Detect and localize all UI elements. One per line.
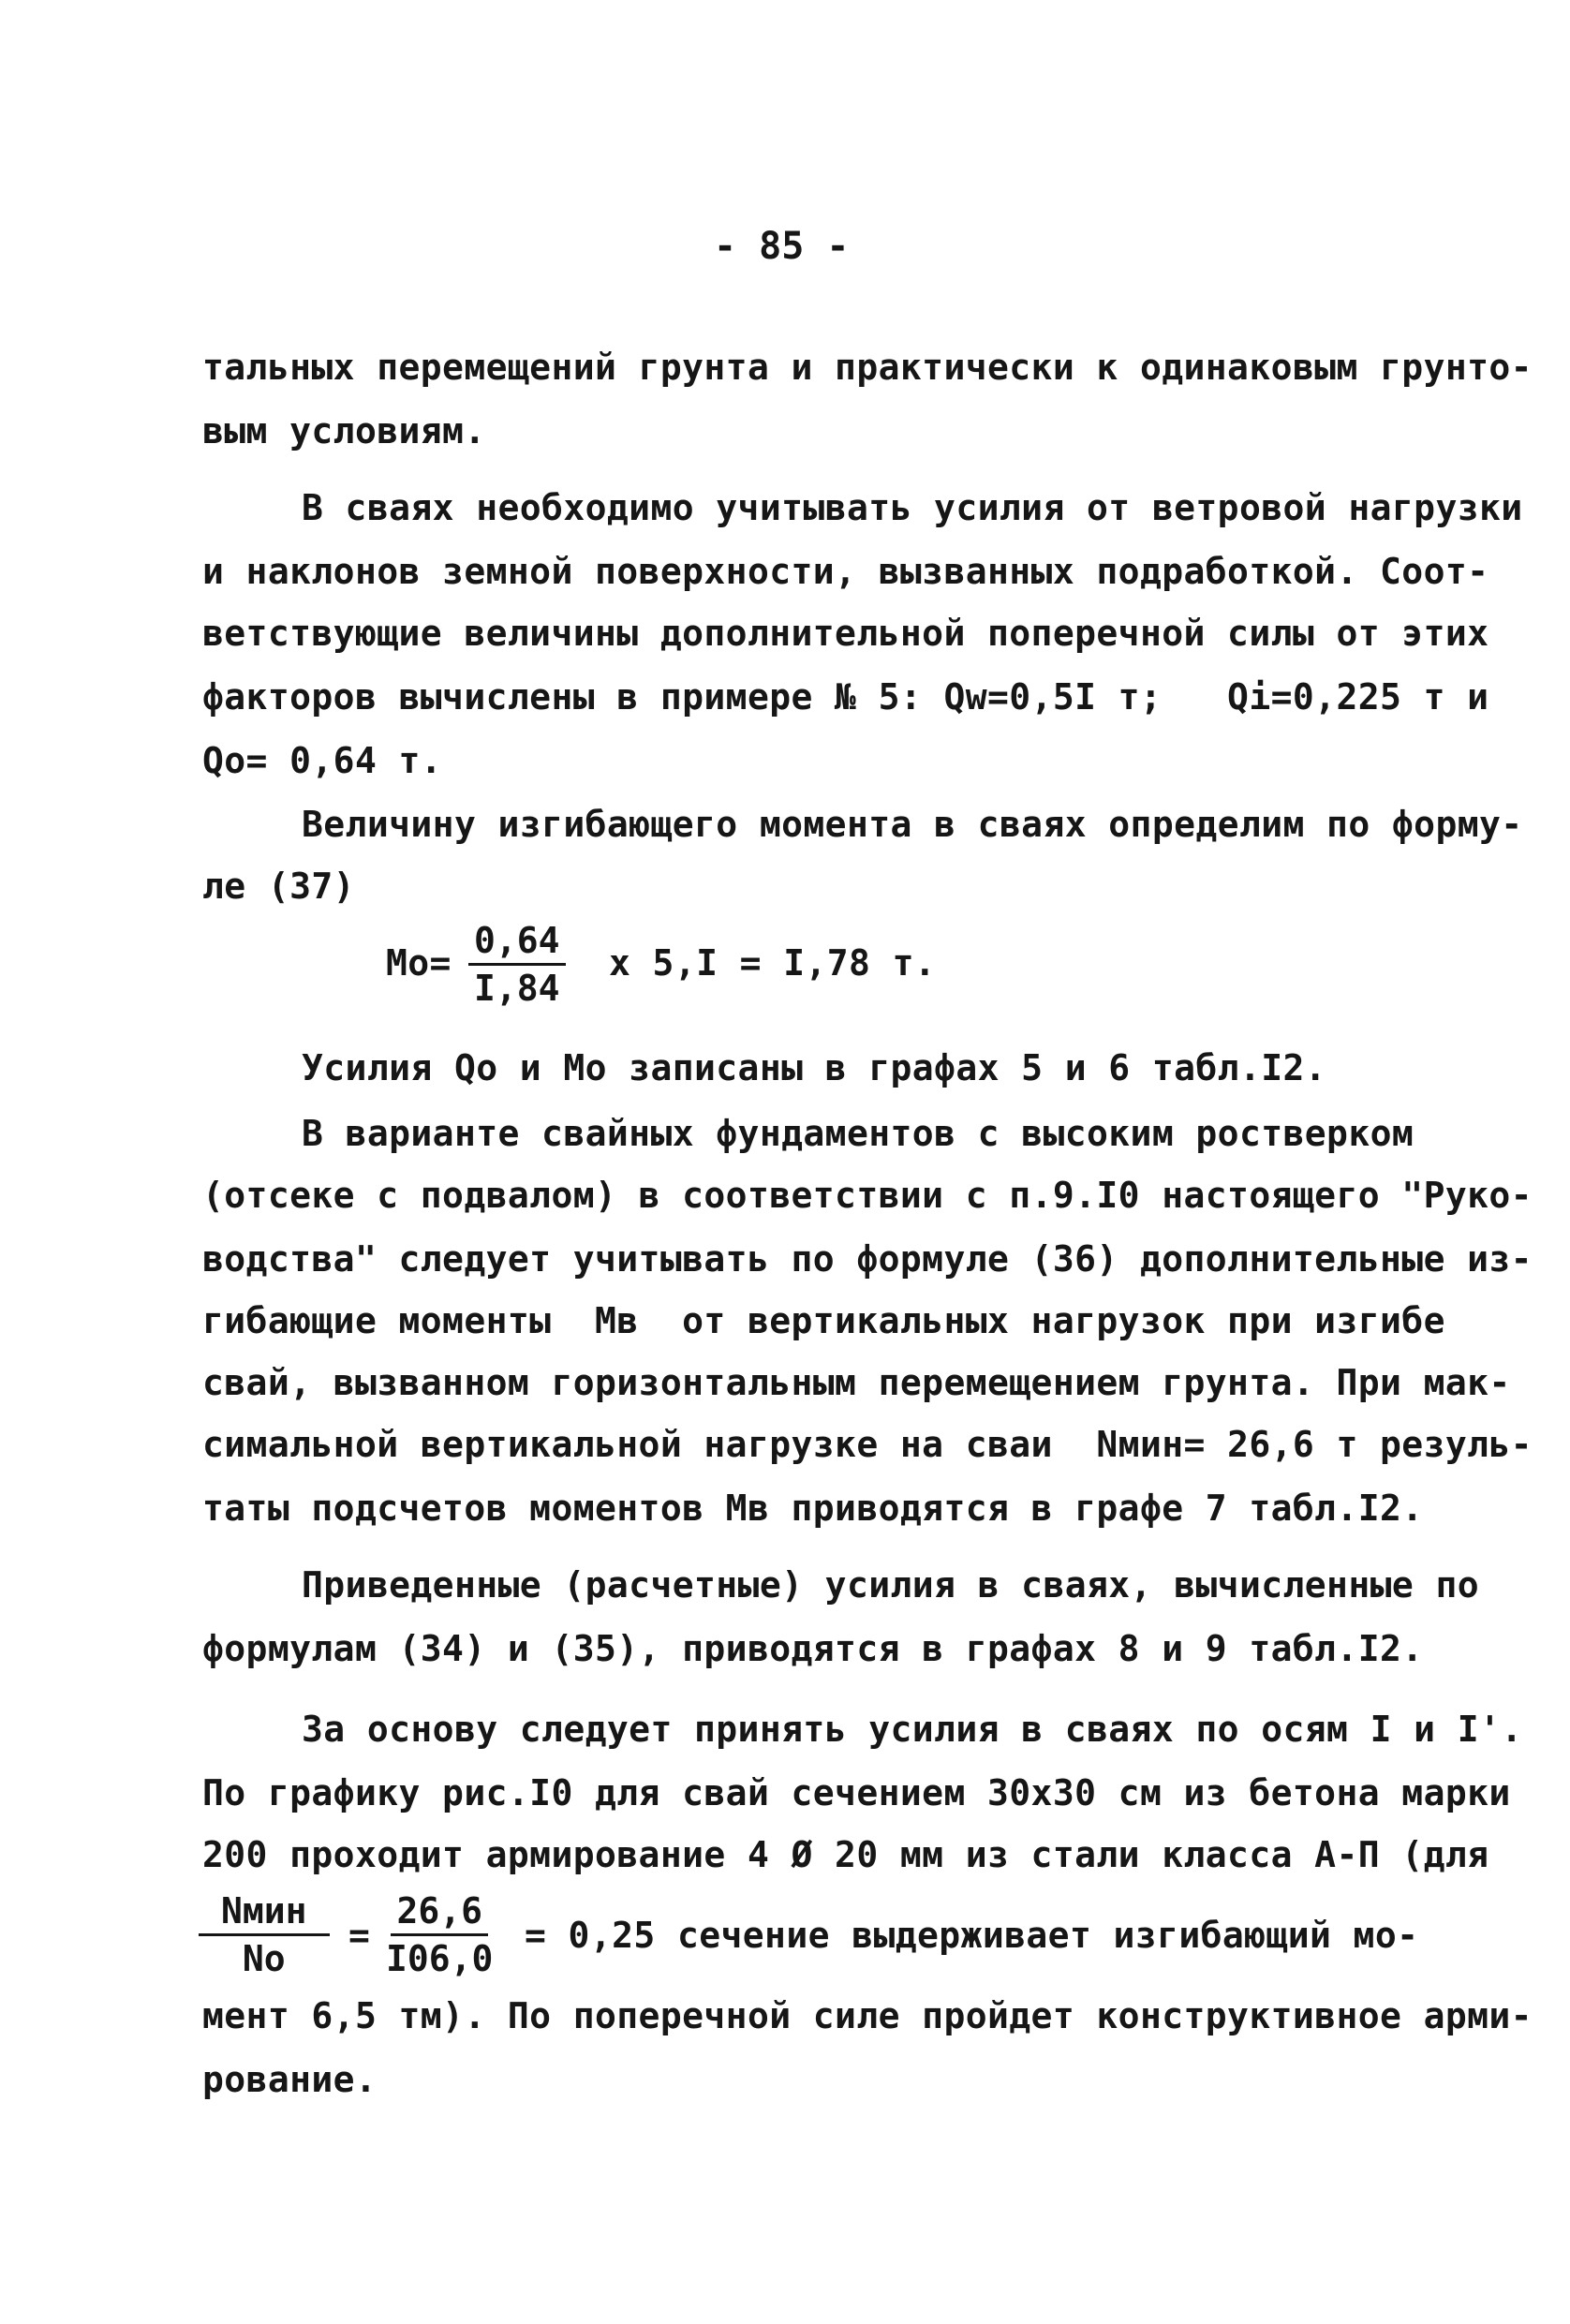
text-line: По графику рис.I0 для свай сечением 30х30 см из бетона марки [202, 1772, 1511, 1813]
text-line: 200 проходит армирование 4 Ø 20 мм из стали класса А-П (для [202, 1834, 1489, 1875]
text-line: В варианте свайных фундаментов с высоким ростверком [302, 1113, 1414, 1154]
text-line: таты подсчетов моментов Mв приводятся в графе 7 табл.I2. [202, 1488, 1424, 1529]
fraction-denominator: No [242, 1938, 286, 1979]
text-line: Приведенные (расчетные) усилия в сваях, вычисленные по [302, 1564, 1480, 1606]
text-line: тальных перемещений грунта и практически к одинаковым грунто- [202, 347, 1533, 388]
fraction-numerator: 0,64 [468, 920, 566, 966]
text-line: свай, вызванном горизонтальным перемещением грунта. При мак- [202, 1362, 1511, 1403]
text-line: В сваях необходимо учитывать усилия от ветровой нагрузки [302, 487, 1523, 528]
page-number: - 85 - [714, 225, 850, 268]
text-line: рование. [202, 2059, 378, 2100]
fraction-numerator: 26,6 [391, 1890, 488, 1936]
text-line: водства" следует учитывать по формуле (36) дополнительные из- [202, 1238, 1533, 1280]
formula-lhs: Mo= [386, 942, 452, 984]
formula-fraction [468, 920, 566, 1009]
formula-fraction [199, 1890, 330, 1979]
text-line: вым условиям. [202, 410, 486, 451]
text-line: и наклонов земной поверхности, вызванных подработкой. Соот- [202, 551, 1489, 592]
text-line: факторов вычислены в примере № 5: Qw=0,5I т; Qi=0,225 т и [202, 676, 1489, 718]
text-line: формулам (34) и (35), приводятся в графах 8 и 9 табл.I2. [202, 1628, 1424, 1669]
text-line: (отсеке с подвалом) в соответствии с п.9.I0 настоящего "Руко- [202, 1175, 1533, 1216]
text-line: ветствующие величины дополнительной поперечной силы от этих [202, 613, 1489, 654]
text-line: За основу следует принять усилия в сваях по осям I и I'. [302, 1709, 1523, 1750]
text-line: Усилия Qo и Mo записаны в графах 5 и 6 табл.I2. [302, 1047, 1327, 1088]
text-line: мент 6,5 тм). По поперечной силе пройдет конструктивное арми- [202, 1995, 1533, 2036]
text-line: = 0,25 сечение выдерживает изгибающий мо- [525, 1915, 1419, 1956]
text-line: гибающие моменты Mв от вертикальных нагрузок при изгибе [202, 1300, 1445, 1341]
text-line: симальной вертикальной нагрузке на сваи Nмин= 26,6 т резуль- [202, 1424, 1533, 1465]
formula-rhs: x 5,I = I,78 т. [609, 942, 937, 984]
fraction-denominator: I,84 [474, 968, 560, 1009]
text-line: ле (37) [202, 866, 355, 907]
formula-equals: = [348, 1915, 371, 1956]
text-line: Величину изгибающего момента в сваях определим по форму- [302, 804, 1523, 845]
fraction-denominator: I06,0 [386, 1938, 494, 1979]
fraction-numerator: Nмин [199, 1890, 330, 1936]
text-line: Qo= 0,64 т. [202, 740, 443, 781]
formula-fraction [386, 1890, 493, 1979]
